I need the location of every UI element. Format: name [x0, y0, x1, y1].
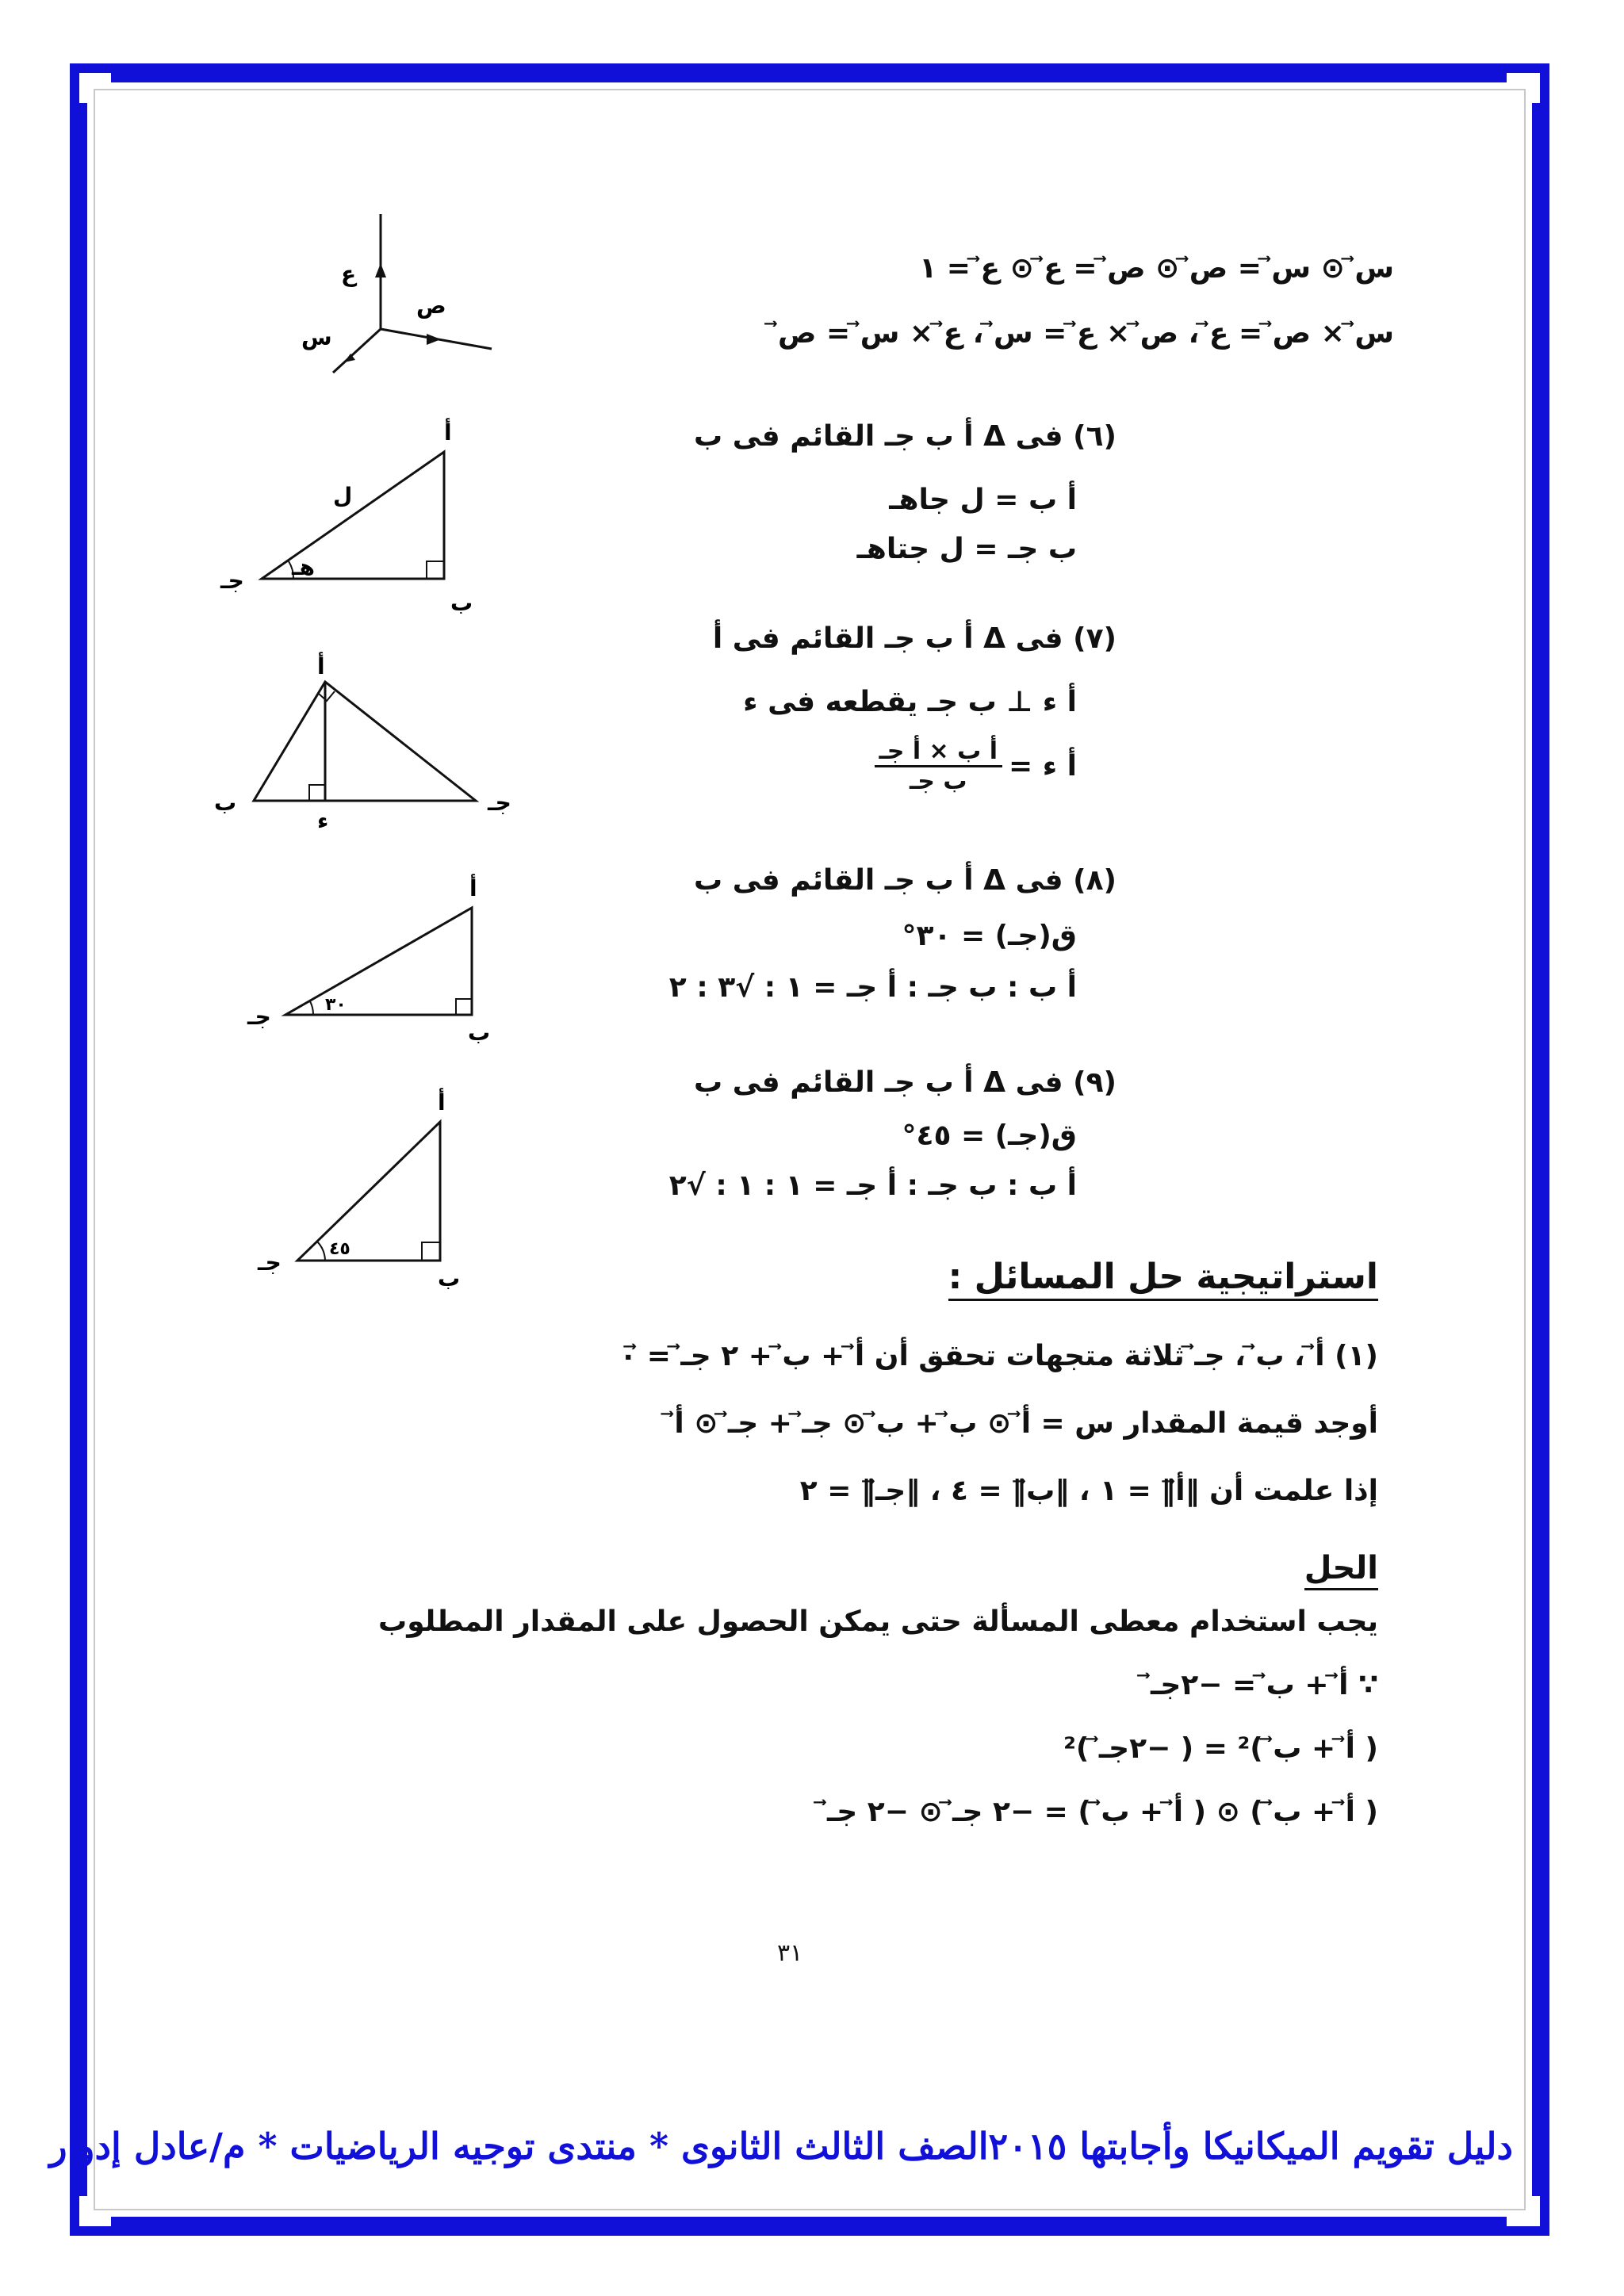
tri8-label-a: أ	[469, 875, 477, 901]
tri7-label-c: جـ	[488, 790, 511, 816]
tri7-label-a: أ	[317, 653, 325, 679]
rule8-line1: ق(جـ) = ٣٠°	[902, 920, 1077, 952]
rule6-line2: ب جـ = ل جتاهـ	[856, 533, 1077, 565]
triangle-diagram-8	[206, 872, 508, 1047]
rule9-title: (٩) فى Δ أ ب جـ القائم فى ب	[694, 1066, 1116, 1099]
rule7-fraction	[875, 737, 1078, 795]
axis-label-j: ص	[416, 293, 446, 319]
tri9-angle: ٤٥	[329, 1239, 350, 1259]
border-bar-bottom	[111, 2217, 1507, 2236]
solution-intro: يجب استخدام معطى المسألة حتى يمكن الحصول على المقدار المطلوب	[378, 1605, 1378, 1638]
tri8-label-b: ب	[468, 1020, 491, 1046]
tri8-label-c: جـ	[247, 1004, 271, 1030]
border-bar-right	[1532, 103, 1549, 2196]
tri6-label-h: هـ	[292, 554, 315, 580]
rule6-line1: أ ب = ل جاهـ	[889, 484, 1077, 516]
tri9-label-a: أ	[438, 1089, 446, 1115]
rule6-title: (٦) فى Δ أ ب جـ القائم فى ب	[694, 420, 1116, 453]
tri6-label-c: جـ	[220, 568, 244, 594]
rule9-line2: أ ب : ب جـ : أ جـ = ١ : ١ : √٢	[668, 1169, 1077, 1202]
footer-credit: دليل تقويم الميكانيكا وأجابتها ٢٠١٥الصف الثالث الثانوى * منتدى توجيه الرياضيات * م/عادل إدوار	[49, 2125, 1513, 2168]
rule7-frac-left: أ ء =	[1009, 750, 1077, 783]
rule9-line1: ق(جـ) = ٤٥°	[902, 1119, 1077, 1152]
tri7-label-d: ء	[317, 808, 329, 832]
vector-rule-line2: س⃗ × ص⃗ = ع⃗ ، ص⃗ × ع⃗ = س⃗ ، ع⃗ × س⃗ = ص⃗	[778, 317, 1394, 350]
triangle-diagram-7	[206, 650, 539, 832]
vector-rule-line1: س⃗ ⊙ س⃗ = ص⃗ ⊙ ص⃗ = ع⃗ ⊙ ع⃗ = ١	[919, 252, 1394, 285]
axis-label-k: ع	[341, 261, 357, 287]
triangle-diagram-9	[206, 1078, 508, 1292]
border-bar-top	[111, 63, 1507, 82]
solution-step2: ( أ⃗ + ب⃗ )² = ( −٢جـ⃗ )²	[1063, 1732, 1378, 1765]
tri6-label-b: ب	[450, 590, 473, 616]
rule8-title: (٨) فى Δ أ ب جـ القائم فى ب	[694, 864, 1116, 897]
problem-line1: (١) أ⃗ ، ب⃗ ، جـ⃗ ثلاثة متجهات تحقق أن أ⃗ + ب⃗ + ٢ جـ⃗ = ٠⃗	[619, 1340, 1378, 1372]
problem-line2: أوجد قيمة المقدار س = أ⃗ ⊙ ب⃗ + ب⃗ ⊙ جـ⃗ + جـ⃗ ⊙ أ⃗	[674, 1407, 1378, 1440]
rule7-frac-den: ب جـ	[910, 767, 967, 795]
tri6-label-l: ل	[333, 483, 353, 509]
page-number: ٣١	[777, 1939, 803, 1967]
solution-heading: الحل	[1304, 1550, 1378, 1590]
rule7-title: (٧) فى Δ أ ب جـ القائم فى أ	[712, 622, 1116, 655]
tri6-label-a: أ	[444, 419, 452, 446]
tri9-label-b: ب	[438, 1265, 461, 1292]
tri7-label-b: ب	[214, 790, 237, 816]
problem-line3: إذا علمت أن ‖أ⃗‖ = ١ ، ‖ب⃗‖ = ٤ ، ‖جـ⃗‖ = ٢	[799, 1475, 1378, 1507]
axes-diagram	[278, 214, 515, 404]
axis-label-i: س	[301, 324, 332, 350]
tri9-label-c: جـ	[258, 1249, 282, 1276]
rule7-frac-num: أ ب × أ جـ	[875, 737, 1003, 767]
triangle-diagram-6	[206, 412, 508, 618]
border-bar-left	[70, 103, 87, 2196]
rule7-line1: أ ء ⊥ ب جـ يقطعه فى ء	[743, 686, 1077, 718]
strategy-heading: استراتيجية حل المسائل :	[948, 1257, 1378, 1301]
solution-step1: ∵ أ⃗ + ب⃗ = −٢جـ⃗	[1151, 1669, 1378, 1701]
solution-step3: ( أ⃗ + ب⃗ ) ⊙ ( أ⃗ + ب⃗ ) = −٢ جـ⃗ ⊙ −٢ جـ⃗	[826, 1796, 1378, 1828]
rule8-line2: أ ب : ب جـ : أ جـ = ١ : √٣ : ٢	[668, 971, 1077, 1004]
tri8-angle: ٣٠	[325, 995, 347, 1015]
